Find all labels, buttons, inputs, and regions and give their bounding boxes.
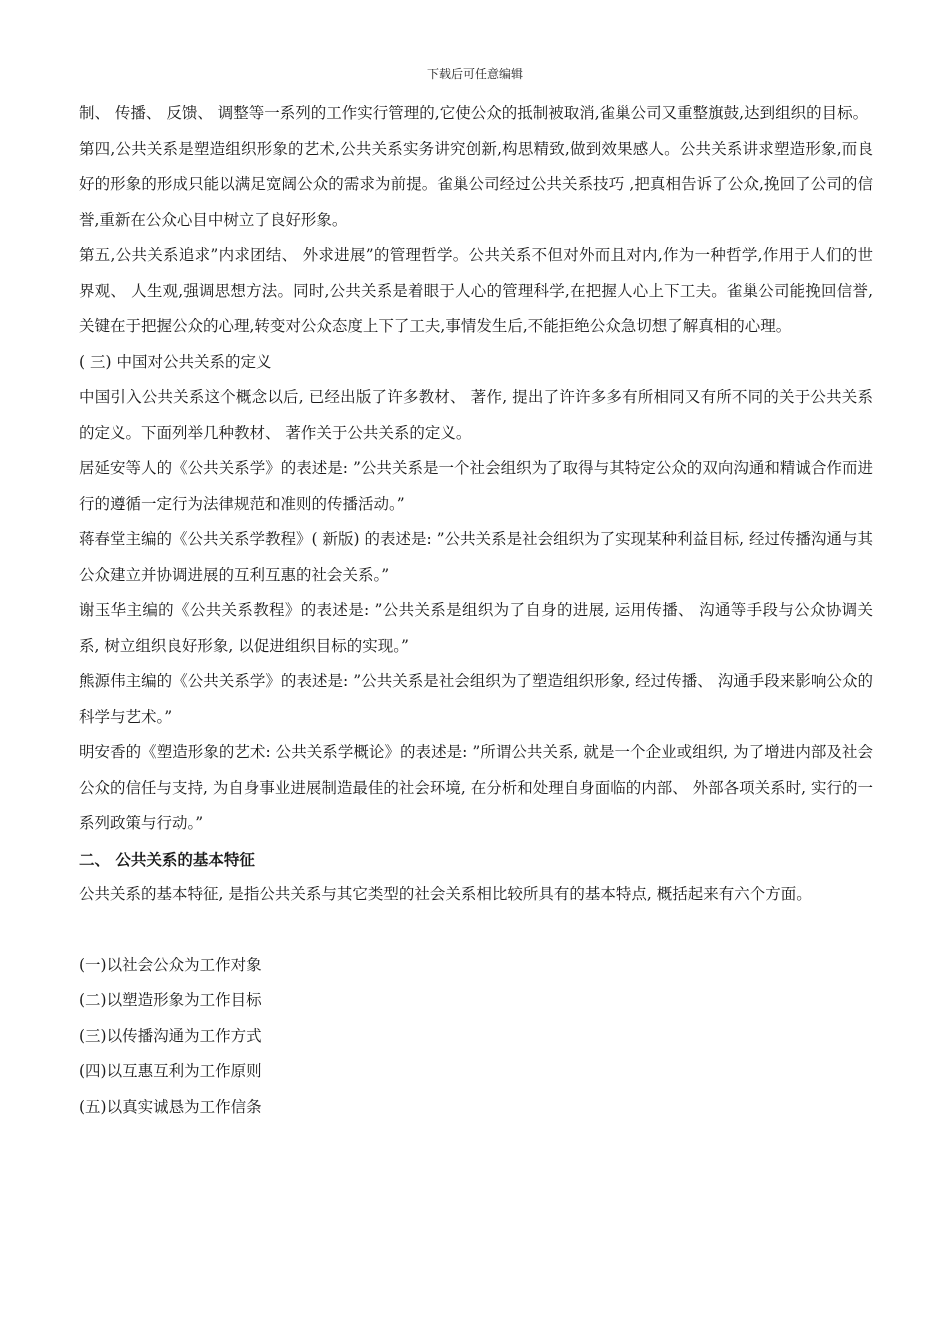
document-body: [79, 96, 873, 1125]
list-item: (五)以真实诚恳为工作信条: [79, 1097, 262, 1116]
definition-xiong-yuanwei: 熊源伟主编的《公共关系学》的表述是: ”公共关系是社会组织为了塑造组织形象, 经过传播、 沟通手段来影响公众的科学与艺术。”: [79, 672, 873, 726]
definition-ming-anxiang: 明安香的《塑造形象的艺术: 公共关系学概论》的表述是: ”所谓公共关系, 就是一个企业或组织, 为了增进内部及社会公众的信任与支持, 为自身事业进展制造最佳的社会环境, 在分析和处理自身面临的内部、 外部各项关系时, 实行的一系列政策与行动。”: [79, 743, 873, 832]
list-item: (二)以塑造形象为工作目标: [79, 991, 262, 1009]
paragraph-point-five: 第五,公共关系追求”内求团结、 外求进展”的管理哲学。公共关系不但对外而且对内,作为一种哲学,作用于人们的世界观、 人生观,强调思想方法。同时,公共关系是着眼于人心的管理科学,在把握人心上下工夫。雀巢公司能挽回信誉,关键在于把握公众的心理,转变对公众态度上下了工夫,事情发生后,不能拒绝公众急切想了解真相的心理。: [79, 246, 873, 335]
section-heading: 二、 公共关系的基本特征: [79, 849, 255, 869]
list-item: (一)以社会公众为工作对象: [79, 955, 262, 974]
definition-ju-yanan: 居延安等人的《公共关系学》的表述是: ”公共关系是一个社会组织为了取得与其特定公众的双向沟通和精诚合作而进行的遵循一定行为法律规范和准则的传播活动。”: [79, 459, 873, 513]
list-item: (三)以传播沟通为工作方式: [79, 1026, 262, 1045]
definition-xie-yuhua: 谢玉华主编的《公共关系教程》的表述是: ”公共关系是组织为了自身的进展, 运用传播、 沟通等手段与公众协调关系, 树立组织良好形象, 以促进组织目标的实现。”: [79, 601, 873, 655]
subsection-title: ( 三) 中国对公共关系的定义: [79, 352, 272, 371]
definition-jiang-chuntang: 蒋春堂主编的《公共关系学教程》( 新版) 的表述是: ”公共关系是社会组织为了实现某种利益目标, 经过传播沟通与其公众建立并协调进展的互利互惠的社会关系。”: [79, 530, 873, 584]
paragraph-point-four: 第四,公共关系是塑造组织形象的艺术,公共关系实务讲究创新,构思精致,做到效果感人。公共关系讲求塑造形象,而良好的形象的形成只能以满足宽阔公众的需求为前提。雀巢公司经过公共关系技巧 ,把真相告诉了公众,挽回了公司的信誉,重新在公众心目中树立了良好形象。: [79, 139, 873, 229]
paragraph-intro-definitions: 中国引入公共关系这个概念以后, 已经出版了许多教材、 著作, 提出了许许多多有所相同又有所不同的关于公共关系的定义。下面列举几种教材、 著作关于公共关系的定义。: [79, 388, 873, 442]
paragraph-continuation: 制、 传播、 反馈、 调整等一系列的工作实行管理的,它使公众的抵制被取消,雀巢公司又重整旗鼓,达到组织的目标。: [79, 104, 869, 122]
page-header: 下载后可任意编辑: [426, 67, 523, 81]
list-item: (四)以互惠互利为工作原则: [79, 1062, 262, 1080]
blank-line: [79, 913, 873, 948]
section-intro: 公共关系的基本特征, 是指公共关系与其它类型的社会关系相比较所具有的基本特点, 概括起来有六个方面。: [79, 885, 812, 903]
